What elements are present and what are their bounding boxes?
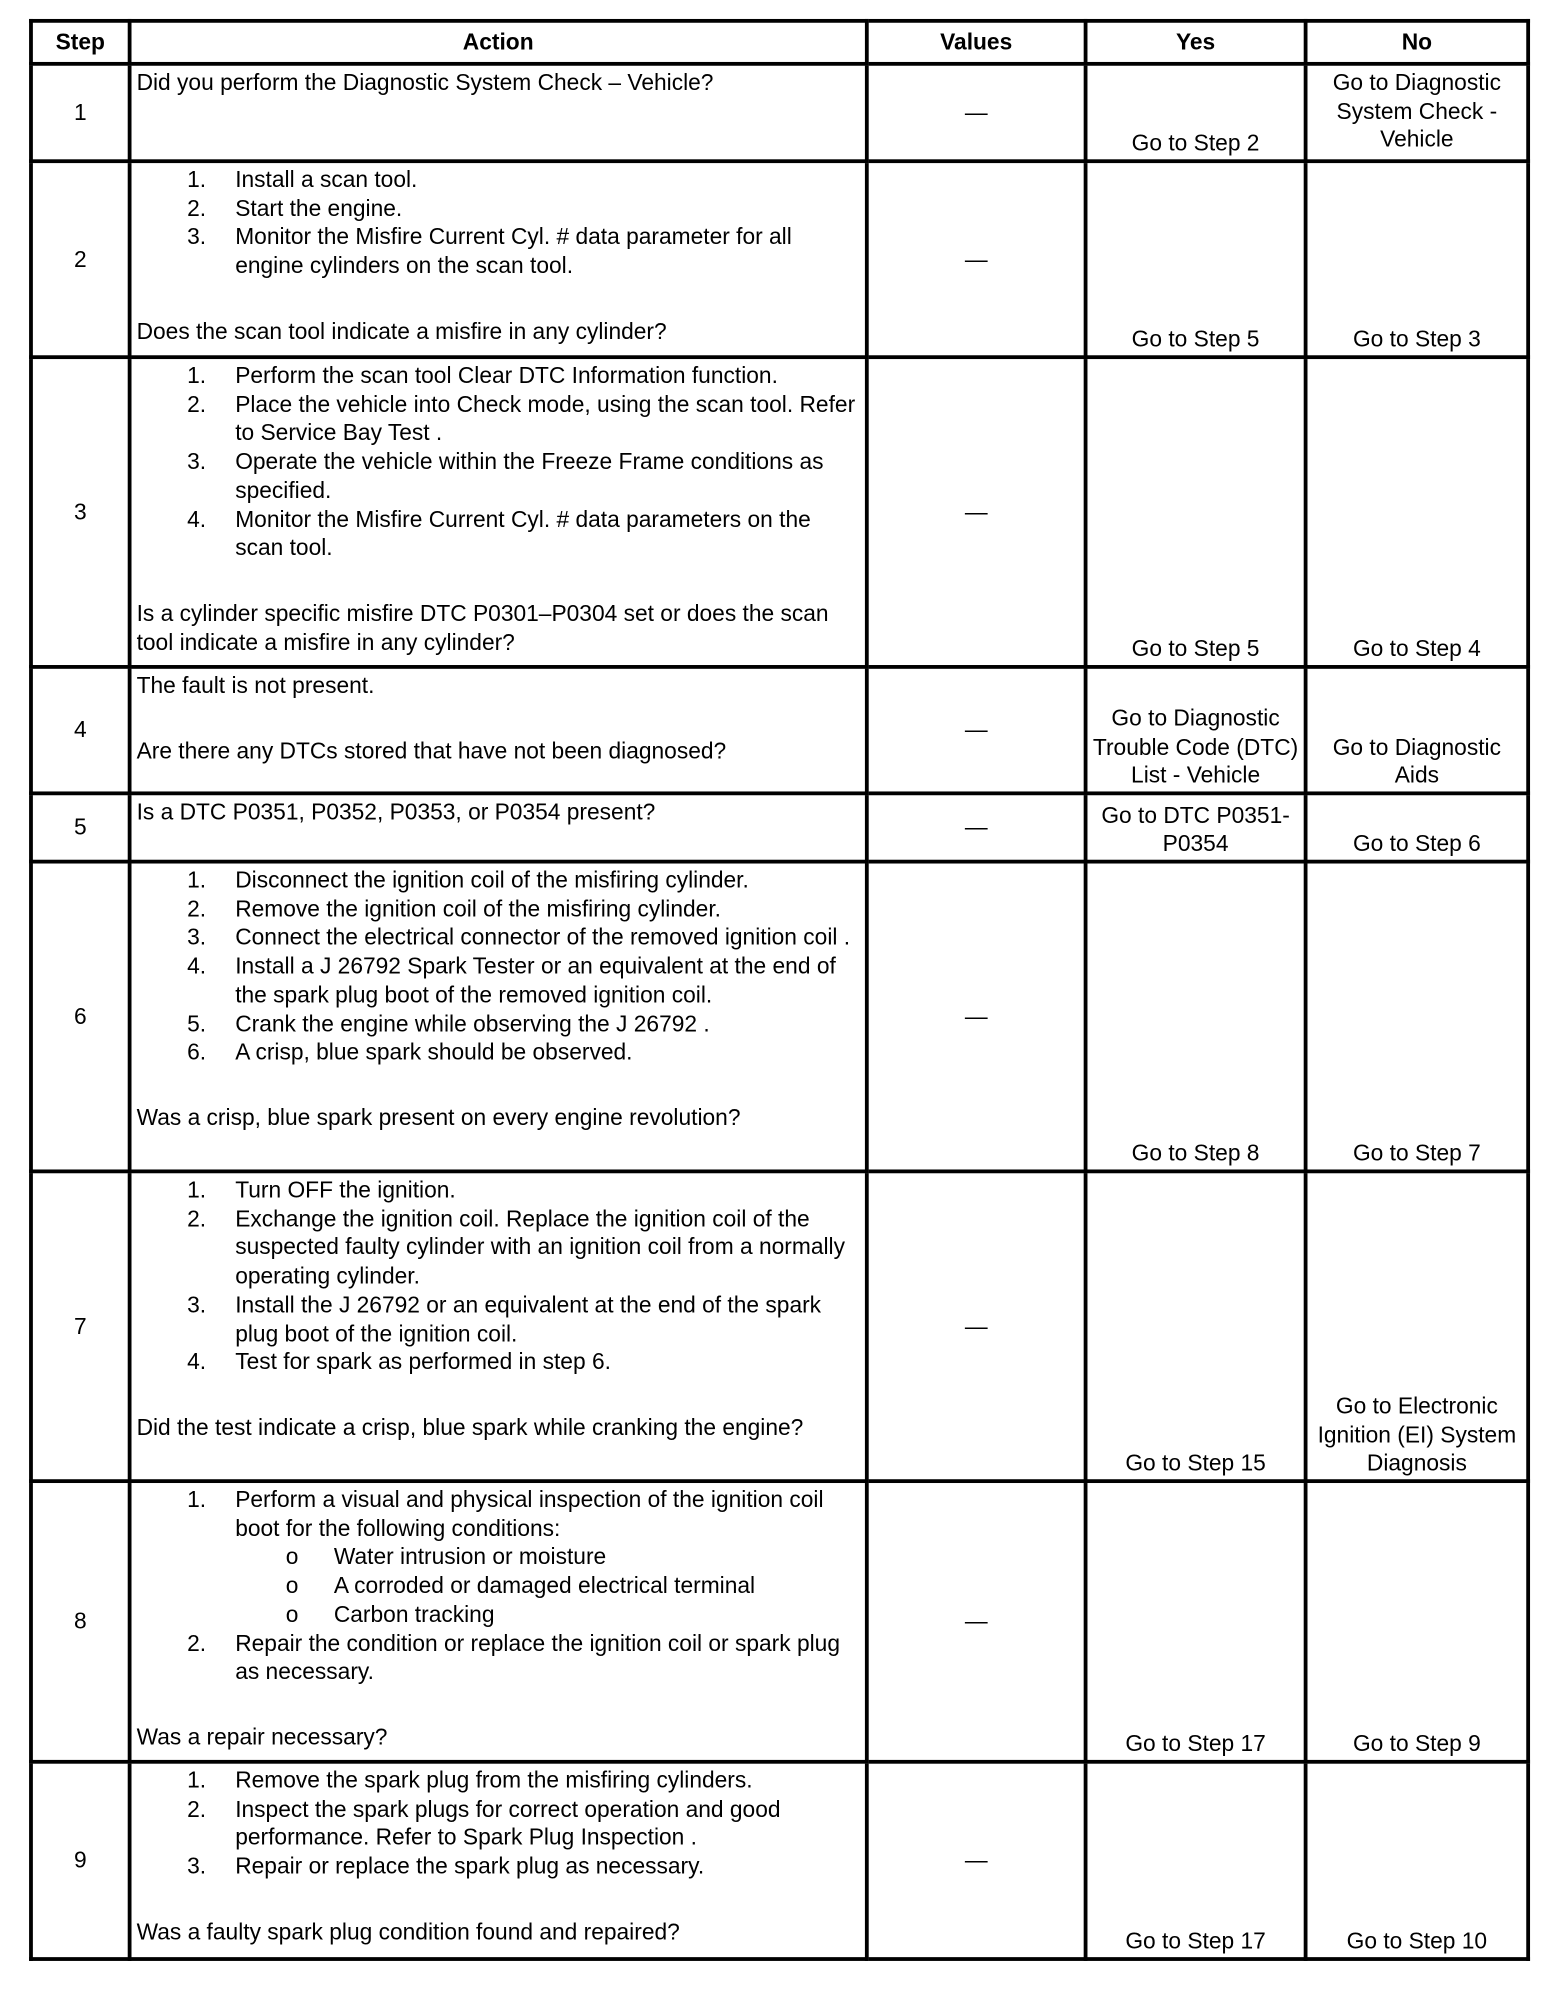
step-number: 7 <box>31 1171 130 1481</box>
no-link[interactable]: Go to Electronic Ignition (EI) System Diagnosis <box>1306 1171 1529 1481</box>
step-number: 2 <box>31 161 130 357</box>
values-cell: — <box>867 64 1086 161</box>
action-text: Is a DTC P0351, P0352, P0353, or P0354 present? <box>136 799 656 825</box>
no-link[interactable]: Go to Step 4 <box>1306 357 1529 667</box>
question-text: Was a repair necessary? <box>136 1724 388 1750</box>
step-number: 1 <box>31 64 130 161</box>
list-item: 2. Inspect the spark plugs for correct operation and good performance. Refer to Spark Plug Inspection . <box>187 1796 781 1851</box>
table-row <box>31 793 1528 861</box>
table-row <box>31 161 1528 357</box>
list-item: 4. Install a J 26792 Spark Tester or an equivalent at the end of the spark plug boot of the removed ignition coil. <box>187 953 836 1008</box>
action-text: Did you perform the Diagnostic System Check – Vehicle? <box>136 69 714 95</box>
action-cell <box>130 793 867 861</box>
list-item: 4. Monitor the Misfire Current Cyl. # data parameters on the scan tool. <box>187 506 811 561</box>
table-row <box>31 357 1528 667</box>
table-row <box>31 1171 1528 1481</box>
list-item: o Water intrusion or moisture <box>285 1544 607 1570</box>
step-number: 4 <box>31 667 130 793</box>
step-number: 3 <box>31 357 130 667</box>
no-link[interactable]: Go to Step 10 <box>1306 1762 1529 1959</box>
step-number: 8 <box>31 1481 130 1762</box>
list-item: 1. Remove the spark plug from the misfiring cylinders. <box>187 1767 753 1793</box>
values-cell: — <box>867 1171 1086 1481</box>
list-item: 1. Disconnect the ignition coil of the misfiring cylinder. <box>187 867 749 893</box>
table-row <box>31 667 1528 793</box>
yes-link[interactable]: Go to DTC P0351-P0354 <box>1086 793 1306 861</box>
no-link[interactable]: Go to Step 3 <box>1306 161 1529 357</box>
list-item: 2. Start the engine. <box>187 195 403 221</box>
action-cell <box>130 357 867 667</box>
yes-link[interactable]: Go to Step 17 <box>1086 1481 1306 1762</box>
no-link[interactable]: Go to Step 7 <box>1306 862 1529 1172</box>
no-link[interactable]: Go to Step 9 <box>1306 1481 1529 1762</box>
header-yes: Yes <box>1086 21 1306 64</box>
action-cell <box>130 667 867 793</box>
yes-link[interactable]: Go to Step 8 <box>1086 862 1306 1172</box>
list-item: 3. Monitor the Misfire Current Cyl. # data parameter for all engine cylinders on the scan tool. <box>187 224 792 279</box>
values-cell: — <box>867 793 1086 861</box>
table-row <box>31 1762 1528 1959</box>
yes-link[interactable]: Go to Step 15 <box>1086 1171 1306 1481</box>
values-cell: — <box>867 862 1086 1172</box>
yes-link[interactable]: Go to Step 17 <box>1086 1762 1306 1959</box>
list-item: 1. Install a scan tool. <box>187 166 418 193</box>
yes-link[interactable]: Go to Step 5 <box>1086 357 1306 667</box>
question-text: Are there any DTCs stored that have not been diagnosed? <box>136 737 727 764</box>
action-cell <box>130 1762 867 1959</box>
table-row <box>31 64 1528 161</box>
action-cell <box>130 64 867 161</box>
question-text: Was a faulty spark plug condition found and repaired? <box>136 1918 680 1945</box>
yes-link[interactable]: Go to Step 2 <box>1086 64 1306 161</box>
values-cell: — <box>867 357 1086 667</box>
list-item: 1. Perform a visual and physical inspection of the ignition coil boot for the following conditions: o Water intrusion or moisture o A corroded or damaged electrical terminal o Carbon tracking <box>137 1486 860 1630</box>
step-list <box>137 1486 860 1687</box>
values-cell: — <box>867 1762 1086 1959</box>
header-row <box>31 21 1528 64</box>
list-item: 3. Install the J 26792 or an equivalent at the end of the spark plug boot of the ignition coil. <box>187 1291 822 1346</box>
list-item: 2. Remove the ignition coil of the misfiring cylinder. <box>187 896 722 922</box>
list-item: 2. Exchange the ignition coil. Replace the ignition coil of the suspected faulty cylinder with an ignition coil from a normally operating cylinder. <box>187 1205 845 1289</box>
list-item: 2. Place the vehicle into Check mode, using the scan tool. Refer to Service Bay Test . <box>187 391 856 446</box>
step-list <box>137 166 860 281</box>
header-step: Step <box>31 21 130 64</box>
step-number: 6 <box>31 862 130 1172</box>
no-link[interactable]: Go to Diagnostic Aids <box>1306 667 1529 793</box>
diagnostic-table <box>29 19 1530 1961</box>
table-row <box>31 862 1528 1172</box>
list-item: 5. Crank the engine while observing the J 26792 . <box>187 1010 710 1037</box>
step-list <box>137 1176 860 1377</box>
list-item: 3. Connect the electrical connector of the removed ignition coil . <box>187 924 851 951</box>
header-action: Action <box>130 21 867 64</box>
question-text: Is a cylinder specific misfire DTC P0301–P0304 set or does the scan tool indicate a misfire in any cylinder? <box>136 600 829 655</box>
no-link[interactable]: Go to Diagnostic System Check - Vehicle <box>1306 64 1529 161</box>
step-list <box>137 866 860 1067</box>
list-item: 3. Operate the vehicle within the Freeze Frame conditions as specified. <box>187 448 824 503</box>
header-no: No <box>1306 21 1529 64</box>
list-item: o A corroded or damaged electrical terminal <box>285 1572 756 1599</box>
step-number: 9 <box>31 1762 130 1959</box>
action-cell <box>130 161 867 357</box>
list-item: 3. Repair or replace the spark plug as necessary. <box>187 1853 705 1879</box>
list-item: 1. Turn OFF the ignition. <box>187 1177 456 1203</box>
list-item: 1. Perform the scan tool Clear DTC Information function. <box>187 362 778 389</box>
question-text: Does the scan tool indicate a misfire in any cylinder? <box>136 318 667 344</box>
table-row <box>31 1481 1528 1762</box>
action-text: The fault is not present. <box>136 672 375 698</box>
values-cell: — <box>867 161 1086 357</box>
action-cell <box>130 1171 867 1481</box>
yes-link[interactable]: Go to Diagnostic Trouble Code (DTC) List - Vehicle <box>1086 667 1306 793</box>
list-item: 2. Repair the condition or replace the ignition coil or spark plug as necessary. <box>187 1630 840 1685</box>
list-item: 4. Test for spark as performed in step 6. <box>187 1349 611 1375</box>
no-link[interactable]: Go to Step 6 <box>1306 793 1529 861</box>
step-list <box>137 1766 860 1881</box>
question-text: Was a crisp, blue spark present on every engine revolution? <box>136 1104 741 1131</box>
action-cell <box>130 1481 867 1762</box>
yes-link[interactable]: Go to Step 5 <box>1086 161 1306 357</box>
question-text: Did the test indicate a crisp, blue spark while cranking the engine? <box>136 1414 804 1440</box>
step-list <box>137 362 860 563</box>
values-cell: — <box>867 667 1086 793</box>
list-item: 6. A crisp, blue spark should be observed. <box>187 1039 633 1065</box>
action-cell <box>130 862 867 1172</box>
step-number: 5 <box>31 793 130 861</box>
values-cell: — <box>867 1481 1086 1762</box>
list-item: o Carbon tracking <box>285 1601 495 1627</box>
condition-list <box>235 1543 860 1629</box>
header-values: Values <box>867 21 1086 64</box>
